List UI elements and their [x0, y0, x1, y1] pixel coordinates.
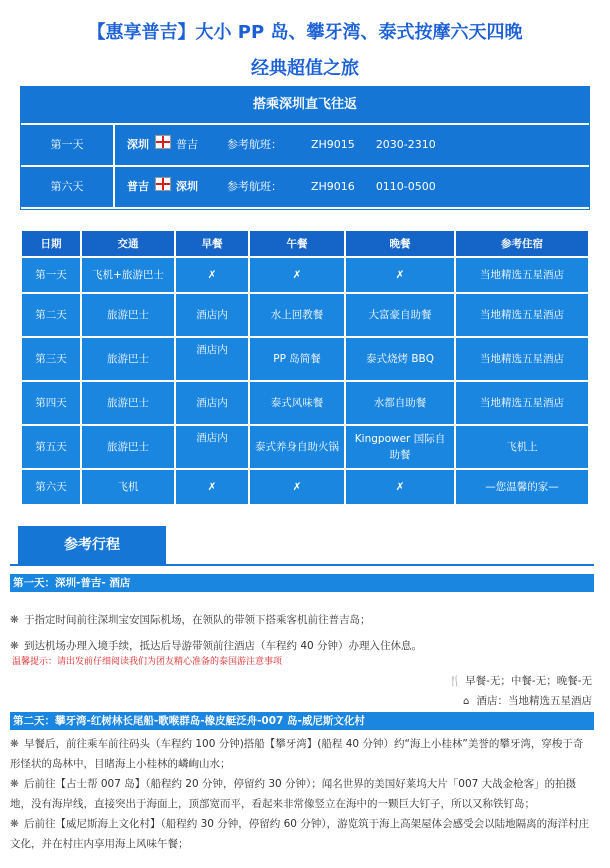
flight-label: 参考航班：	[227, 138, 282, 151]
cell-hotel: 当地精选五星酒店	[455, 293, 589, 337]
cell-lunch: 水上回教餐	[249, 293, 345, 337]
flag-icon	[155, 177, 171, 191]
cell-dinner: 大富豪自助餐	[345, 293, 455, 337]
cell-date: 第五天	[21, 425, 81, 469]
cell-date: 第六天	[21, 469, 81, 505]
bullet-icon: ❋	[10, 738, 19, 750]
flight-code: ZH9016	[311, 180, 355, 193]
day1-meals	[448, 672, 592, 691]
cell-breakfast: 酒店内	[175, 381, 249, 425]
table-row	[21, 337, 589, 381]
cell-date: 第一天	[21, 257, 81, 293]
meal-icon: 🍴	[448, 676, 461, 687]
day2-title-bar: 第二天：攀牙湾-红树林长尾船-歌喉群岛-橡皮艇泛舟-007 岛-威尼斯文化村	[10, 712, 594, 730]
flight-day: 第六天	[21, 167, 115, 207]
table-row	[21, 469, 589, 505]
flight-row	[21, 125, 589, 167]
day1-item-text: 于指定时间前往深圳宝安国际机场，在领队的带领下搭乘客机前往普吉岛；	[24, 614, 371, 626]
flight-label: 参考航班：	[227, 180, 282, 193]
page-title-line2: 经典超值之旅	[251, 58, 359, 79]
cell-date: 第三天	[21, 337, 81, 381]
flight-info-box	[20, 86, 590, 210]
cell-transport: 旅游巴士	[81, 293, 175, 337]
table-row	[21, 293, 589, 337]
cell-date: 第二天	[21, 293, 81, 337]
cell-dinner: ✗	[345, 257, 455, 293]
table-row	[21, 425, 589, 469]
flight-details	[115, 125, 589, 165]
meals-text: 早餐-无；中餐-无；晚餐-无	[465, 675, 592, 687]
cell-transport: 飞机+旅游巴士	[81, 257, 175, 293]
bullet-icon: ❋	[10, 614, 19, 626]
cell-hotel: 飞机上	[455, 425, 589, 469]
flight-destination: 深圳	[176, 180, 198, 193]
flight-row	[21, 167, 589, 207]
cell-breakfast: 酒店内	[175, 293, 249, 337]
cell-breakfast: ✗	[175, 469, 249, 505]
day1-item-text: 到达机场办理入境手续，抵达后导游带领前往酒店（车程约 40 分钟）办理入住休息。	[24, 640, 423, 652]
day1-title-bar: 第一天：深圳-普吉- 酒店	[10, 574, 594, 592]
flight-time: 0110-0500	[375, 180, 436, 193]
flight-time: 2030-2310	[375, 138, 436, 151]
day2-item-text: 早餐后，前往乘车前往码头（车程约 100 分钟)搭船【攀牙湾】(船程 40 分钟）约“海上小桂林”美誉的攀牙湾，穿梭于奇形怪状的岛林中，目睹海上小桂林的嶙峋山水；	[10, 738, 584, 770]
cell-lunch: PP 岛简餐	[249, 337, 345, 381]
warning-note: 温馨提示：请出发前仔细阅读我们为团友精心准备的泰国游注意事项	[12, 657, 283, 667]
flight-code: ZH9015	[311, 138, 355, 151]
header-date: 日期	[21, 230, 81, 257]
day2-item-text: 后前往【威尼斯海上文化村】（船程约 30 分钟，停留约 60 分钟），游览筑于海上高架屋体会感受会以陆地隔离的海洋村庄文化，并在村庄内享用海上风味午餐；	[10, 818, 590, 850]
cell-transport: 飞机	[81, 469, 175, 505]
bullet-icon: ❋	[10, 640, 19, 652]
day1-item	[10, 636, 590, 656]
day2-item-text: 后前往【占士帮 007 岛】（船程约 20 分钟，停留约 30 分钟）；闻名世界的美国好莱坞大片「007 大战金枪客」的拍摄地，没有海岸线，直接突出于海面上，顶部宽而平，看起来非常像竖立在海中的一颗巨大钉子，所以又称铁钉岛；	[10, 778, 577, 810]
cell-hotel: —您温馨的家—	[455, 469, 589, 505]
cell-lunch: 泰式养身自助火锅	[249, 425, 345, 469]
schedule-table	[20, 229, 590, 506]
bullet-icon: ❋	[10, 818, 19, 830]
cell-dinner: 水都自助餐	[345, 381, 455, 425]
cell-lunch: ✗	[249, 469, 345, 505]
day2-item	[10, 734, 590, 774]
header-dinner: 晚餐	[345, 230, 455, 257]
itinerary-section-tab: 参考行程	[18, 526, 166, 564]
cell-hotel: 当地精选五星酒店	[455, 257, 589, 293]
cell-breakfast: 酒店内	[175, 425, 249, 469]
cell-breakfast: 酒店内	[175, 337, 249, 381]
header-breakfast: 早餐	[175, 230, 249, 257]
day2-item	[10, 774, 590, 814]
cell-dinner: Kingpower 国际自助餐	[345, 425, 455, 469]
cell-transport: 旅游巴士	[81, 425, 175, 469]
cell-hotel: 当地精选五星酒店	[455, 381, 589, 425]
cell-hotel: 当地精选五星酒店	[455, 337, 589, 381]
cell-date: 第四天	[21, 381, 81, 425]
day1-item	[10, 610, 590, 630]
day1-hotel	[459, 692, 592, 711]
cell-dinner: ✗	[345, 469, 455, 505]
flight-details	[115, 167, 589, 207]
bed-icon: ⌂	[462, 696, 470, 707]
flag-icon	[155, 135, 171, 149]
flight-origin: 深圳	[127, 138, 149, 151]
flight-day: 第一天	[21, 125, 115, 165]
cell-dinner: 泰式烧烤 BBQ	[345, 337, 455, 381]
header-transport: 交通	[81, 230, 175, 257]
cell-transport: 旅游巴士	[81, 381, 175, 425]
day2-item	[10, 814, 590, 854]
cell-breakfast: ✗	[175, 257, 249, 293]
cell-lunch: ✗	[249, 257, 345, 293]
flight-header: 搭乘深圳直飞往返	[21, 87, 589, 125]
section-divider	[10, 564, 594, 566]
table-row	[21, 381, 589, 425]
table-row	[21, 257, 589, 293]
hotel-text: 酒店：当地精选五星酒店	[476, 695, 592, 707]
flight-origin: 普吉	[127, 180, 149, 193]
page-title-line1: 【惠享普吉】大小 PP 岛、攀牙湾、泰式按摩六天四晚	[87, 22, 523, 43]
cell-lunch: 泰式风味餐	[249, 381, 345, 425]
header-hotel: 参考住宿	[455, 230, 589, 257]
table-header-row	[21, 230, 589, 257]
flight-destination: 普吉	[176, 138, 198, 151]
cell-transport: 旅游巴士	[81, 337, 175, 381]
header-lunch: 午餐	[249, 230, 345, 257]
bullet-icon: ❋	[10, 778, 19, 790]
